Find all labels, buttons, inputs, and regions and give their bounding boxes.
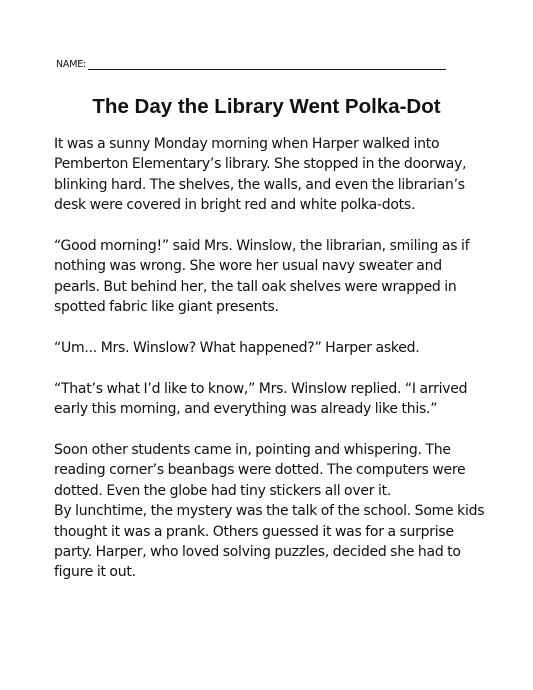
name-label: NAME: [56,59,87,70]
name-field-row [56,55,446,71]
name-blank-line[interactable] [88,59,446,70]
story-paragraph: “Good morning!” said Mrs. Winslow, the librarian, smiling as if nothing was wrong. She wore her usual navy sweater and pearls. But behind her, the tall oak shelves were wrapped in spotted fabric like giant presents. [54,238,470,316]
story-paragraph: “That’s what I’d like to know,” Mrs. Winslow replied. “I arrived early this morning, and everything was already like this.” [54,380,468,418]
story-paragraph: By lunchtime, the mystery was the talk of the school. Some kids thought it was a prank. Others guessed it was for a surprise party. Harper, who loved solving puzzles, decided she had to figure it out. [54,503,485,581]
story-title: The Day the Library Went Polka-Dot [92,95,441,118]
story-body [54,134,486,603]
story-paragraph: “Um... Mrs. Winslow? What happened?” Harper asked. [54,340,420,357]
story-paragraph: It was a sunny Monday morning when Harper walked into Pemberton Elementary’s library. She stopped in the doorway, blinking hard. The shelves, the walls, and even the librarian’s desk were covered in bright red and white polka-dots. [54,136,467,214]
story-paragraph: Soon other students came in, pointing and whispering. The reading corner’s beanbags were dotted. The computers were dotted. Even the globe had tiny stickers all over it. [54,442,466,499]
